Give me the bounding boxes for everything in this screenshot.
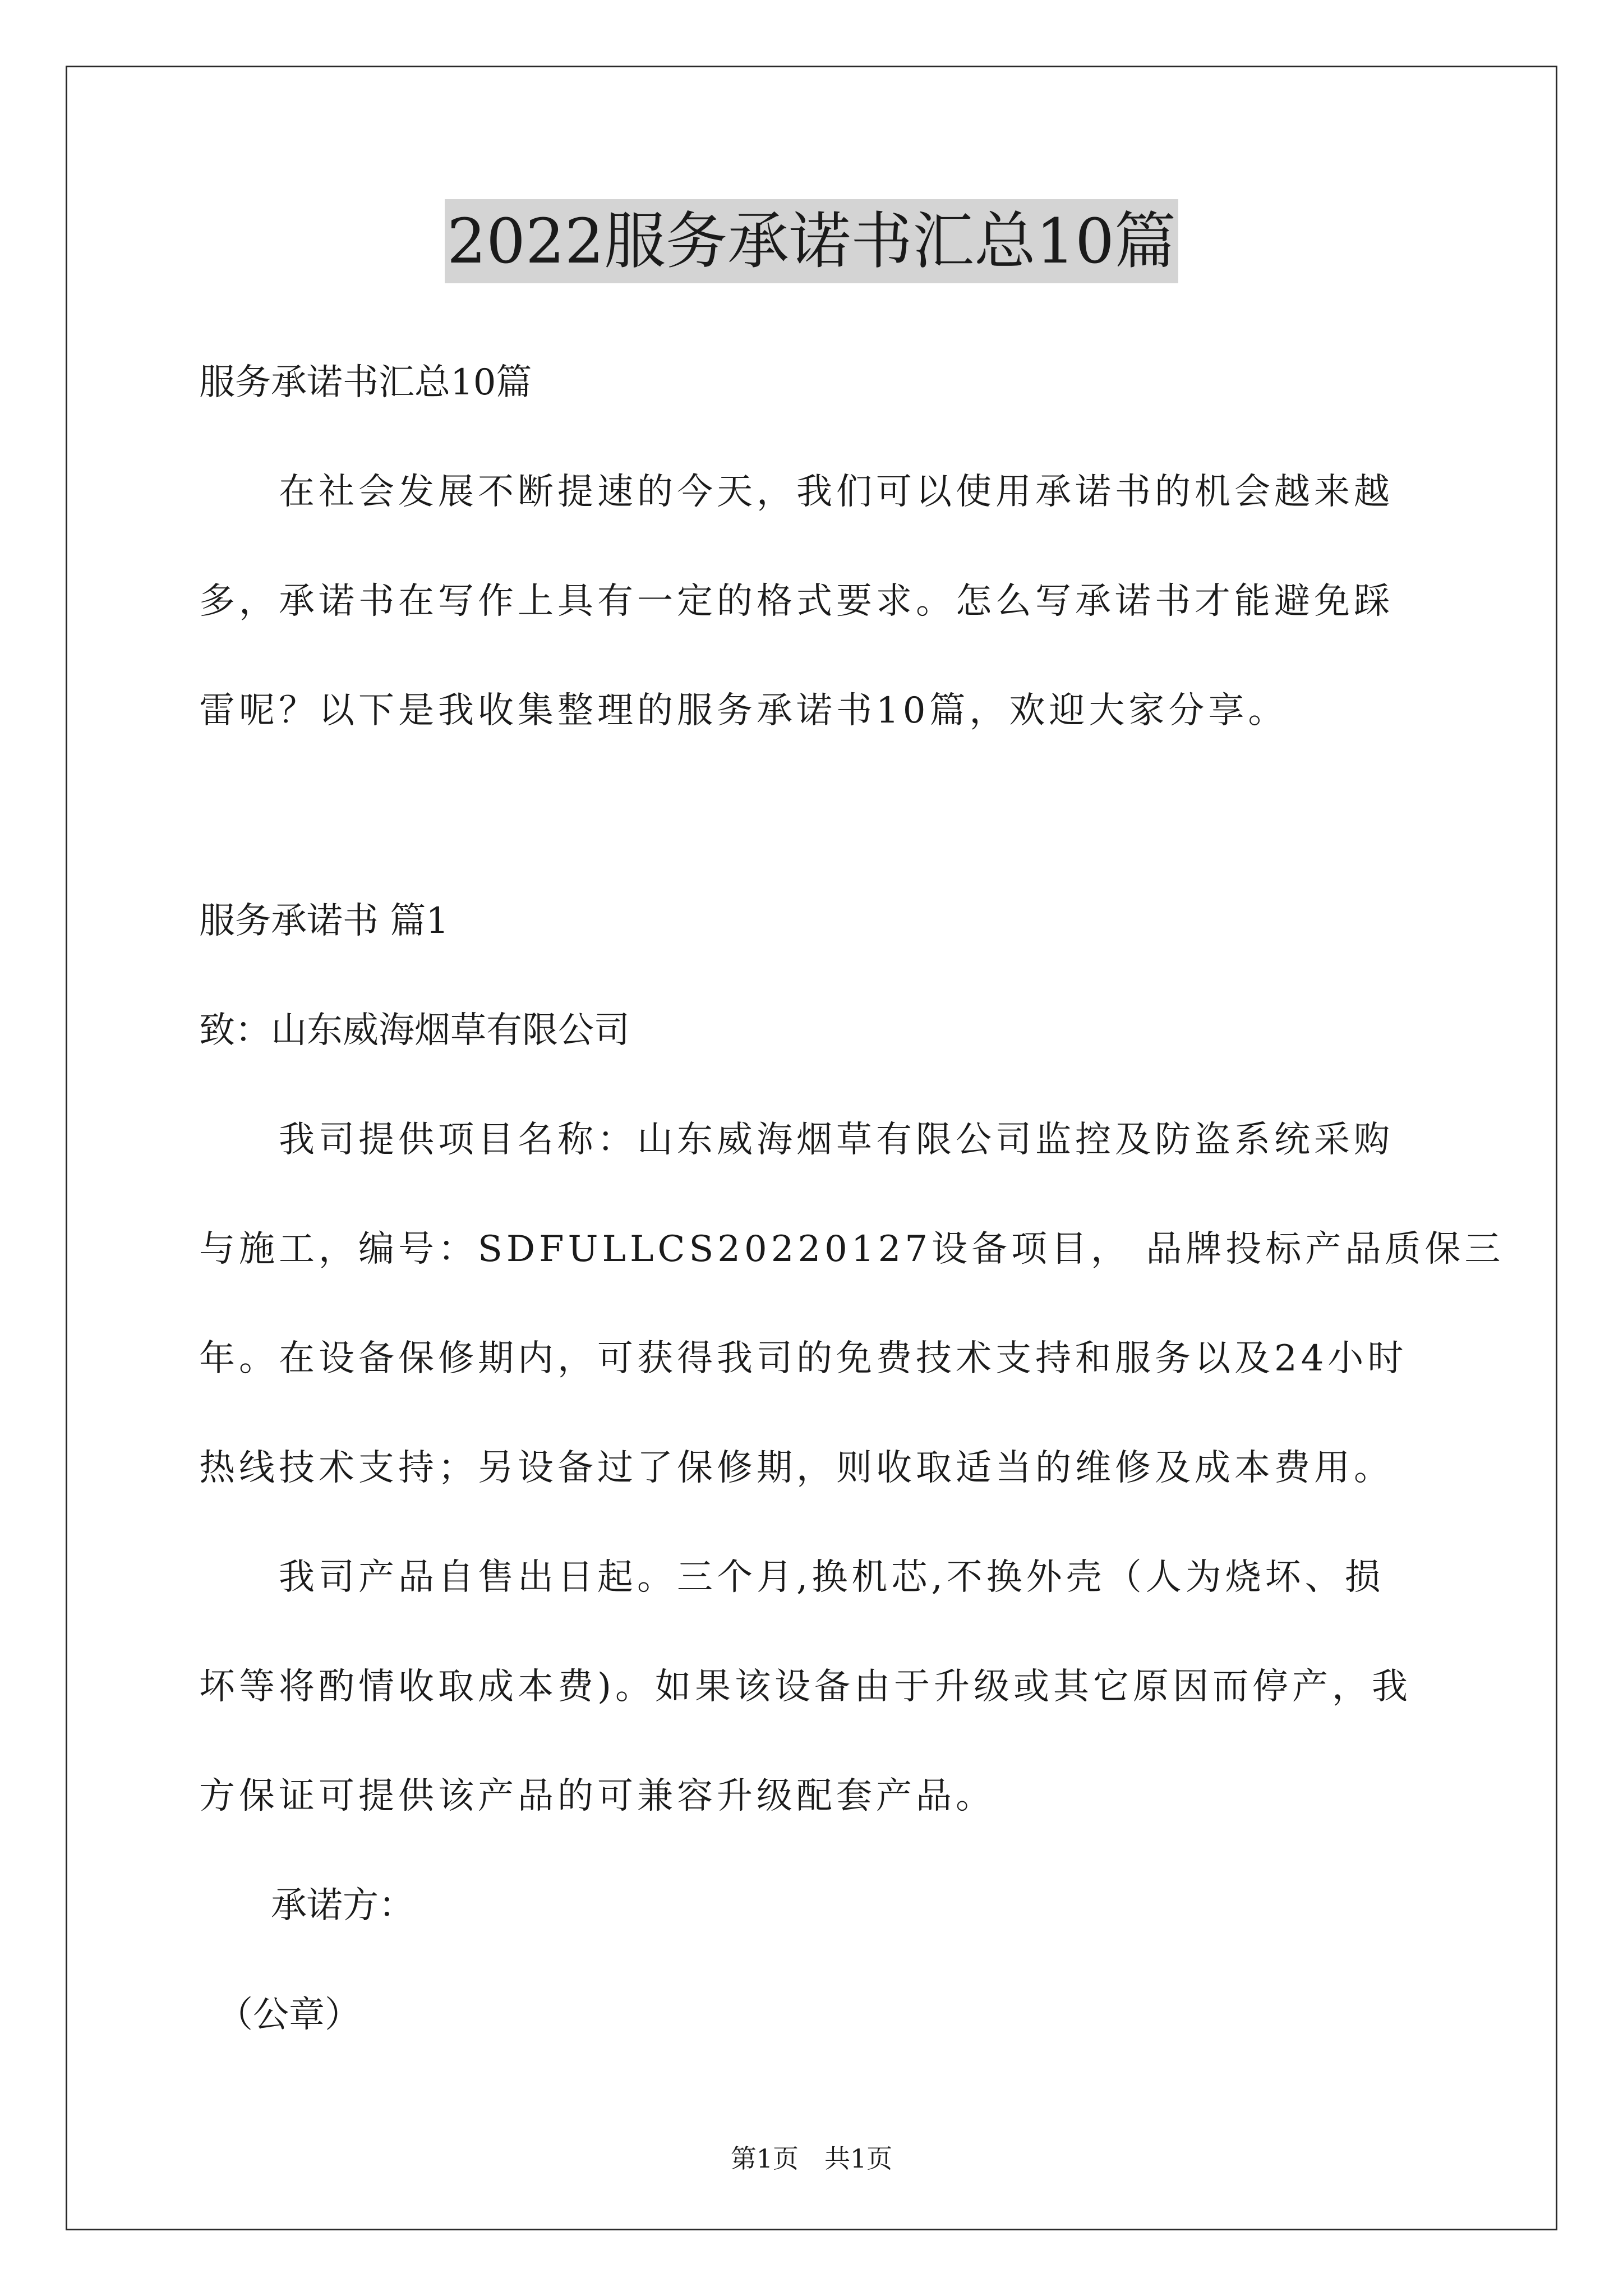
paragraph-line: 年。在设备保修期内，可获得我司的免费技术支持和服务以及24小时	[199, 1338, 1408, 1379]
paragraph-line: 坏等将酌情收取成本费)。如果该设备由于升级或其它原因而停产，我	[199, 1666, 1412, 1708]
paragraph-line: 热线技术支持；另设备过了保修期，则收取适当的维修及成本费用。	[199, 1447, 1394, 1489]
page-footer: 第1页 共1页	[730, 2143, 893, 2174]
title-container	[0, 199, 1623, 283]
paragraph-line: 我司产品自售出日起。三个月,换机芯,不换外壳（人为烧坏、损	[199, 1557, 1385, 1598]
section-heading: 服务承诺书 篇1	[199, 900, 449, 942]
intro-line: 多，承诺书在写作上具有一定的格式要求。怎么写承诺书才能避免踩	[199, 581, 1394, 622]
paragraph-line: 方保证可提供该产品的可兼容升级配套产品。	[199, 1775, 995, 1817]
paragraph-line: 与施工，编号：SDFULLCS20220127设备项目， 品牌投标产品质保三	[199, 1228, 1505, 1270]
recipient-line: 致：山东威海烟草有限公司	[199, 1010, 630, 1051]
document-title: 2022服务承诺书汇总10篇	[445, 199, 1178, 283]
document-subtitle: 服务承诺书汇总10篇	[199, 362, 532, 403]
seal-line: （公章）	[199, 1994, 361, 2036]
signatory-line: 承诺方：	[199, 1885, 414, 1926]
intro-line: 在社会发展不断提速的今天，我们可以使用承诺书的机会越来越	[199, 471, 1394, 513]
paragraph-line: 我司提供项目名称：山东威海烟草有限公司监控及防盗系统采购	[199, 1119, 1394, 1161]
intro-line: 雷呢？以下是我收集整理的服务承诺书10篇，欢迎大家分享。	[199, 690, 1288, 731]
